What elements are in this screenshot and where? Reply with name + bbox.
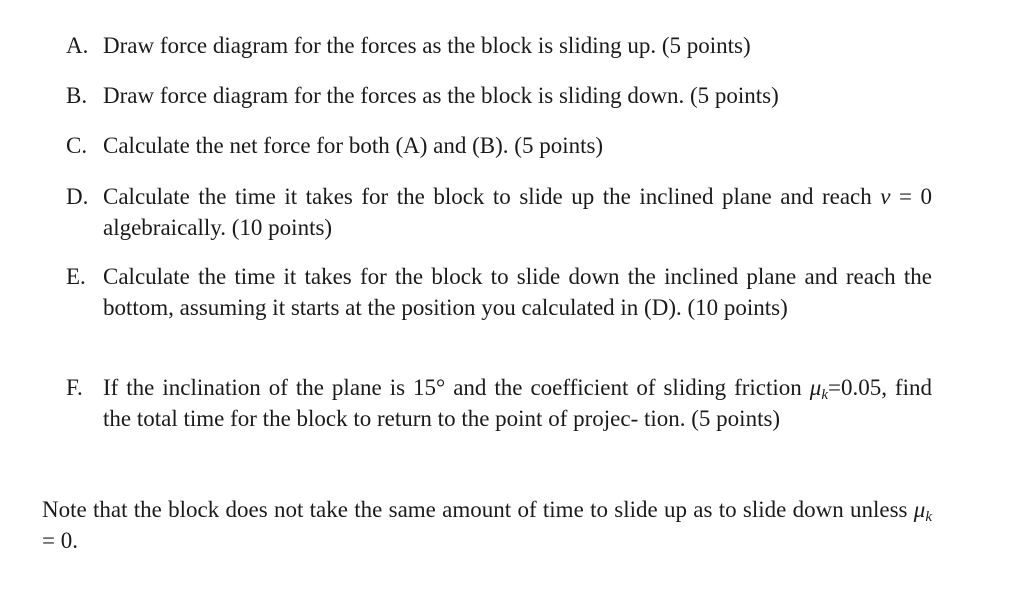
item-letter: A. bbox=[66, 33, 89, 58]
list-item-f bbox=[66, 373, 932, 434]
item-letter: E. bbox=[66, 264, 86, 289]
item-text-part: Calculate the time it takes for the block to slide up the inclined plane and reach bbox=[103, 184, 881, 209]
list-item-a bbox=[66, 31, 932, 62]
item-text-part: =0.05, find the total time for the block to return to the point of projec- tion. (5 points) bbox=[103, 375, 932, 431]
friction-coefficient-subscript: k bbox=[821, 387, 828, 403]
list-item-d bbox=[66, 182, 932, 243]
friction-coefficient-symbol: μ bbox=[913, 497, 926, 522]
friction-coefficient-symbol: μ bbox=[809, 375, 822, 400]
item-text: Draw force diagram for the forces as the block is sliding up. (5 points) bbox=[103, 33, 751, 58]
item-text-part: If the inclination of the plane is 15° and the coefficient of sliding friction bbox=[103, 375, 810, 400]
item-letter: D. bbox=[66, 184, 89, 209]
item-text-part: = 0 algebraically. (10 points) bbox=[103, 184, 932, 240]
item-text bbox=[103, 182, 932, 243]
item-text bbox=[103, 373, 932, 434]
note-text-part: = 0. bbox=[42, 527, 78, 553]
velocity-variable: v bbox=[880, 184, 891, 209]
item-text: Draw force diagram for the forces as the block is sliding down. (5 points) bbox=[103, 83, 779, 108]
list-item-e bbox=[66, 262, 932, 323]
item-letter: C. bbox=[66, 133, 88, 158]
note-text-part: Note that the block does not take the same amount of time to slide up as to slide down unless bbox=[42, 497, 914, 522]
list-item-c bbox=[66, 131, 932, 162]
item-letter: F. bbox=[66, 375, 83, 400]
list-item-b bbox=[66, 81, 932, 112]
friction-coefficient-subscript: k bbox=[925, 509, 932, 525]
footnote bbox=[42, 495, 932, 556]
item-text: Calculate the net force for both (A) and (B). (5 points) bbox=[103, 133, 604, 158]
item-letter: B. bbox=[66, 83, 88, 108]
item-text: Calculate the time it takes for the block to slide down the inclined plane and reach the bottom, assuming it starts at the position you calculated in (D). (10 points) bbox=[103, 264, 932, 320]
